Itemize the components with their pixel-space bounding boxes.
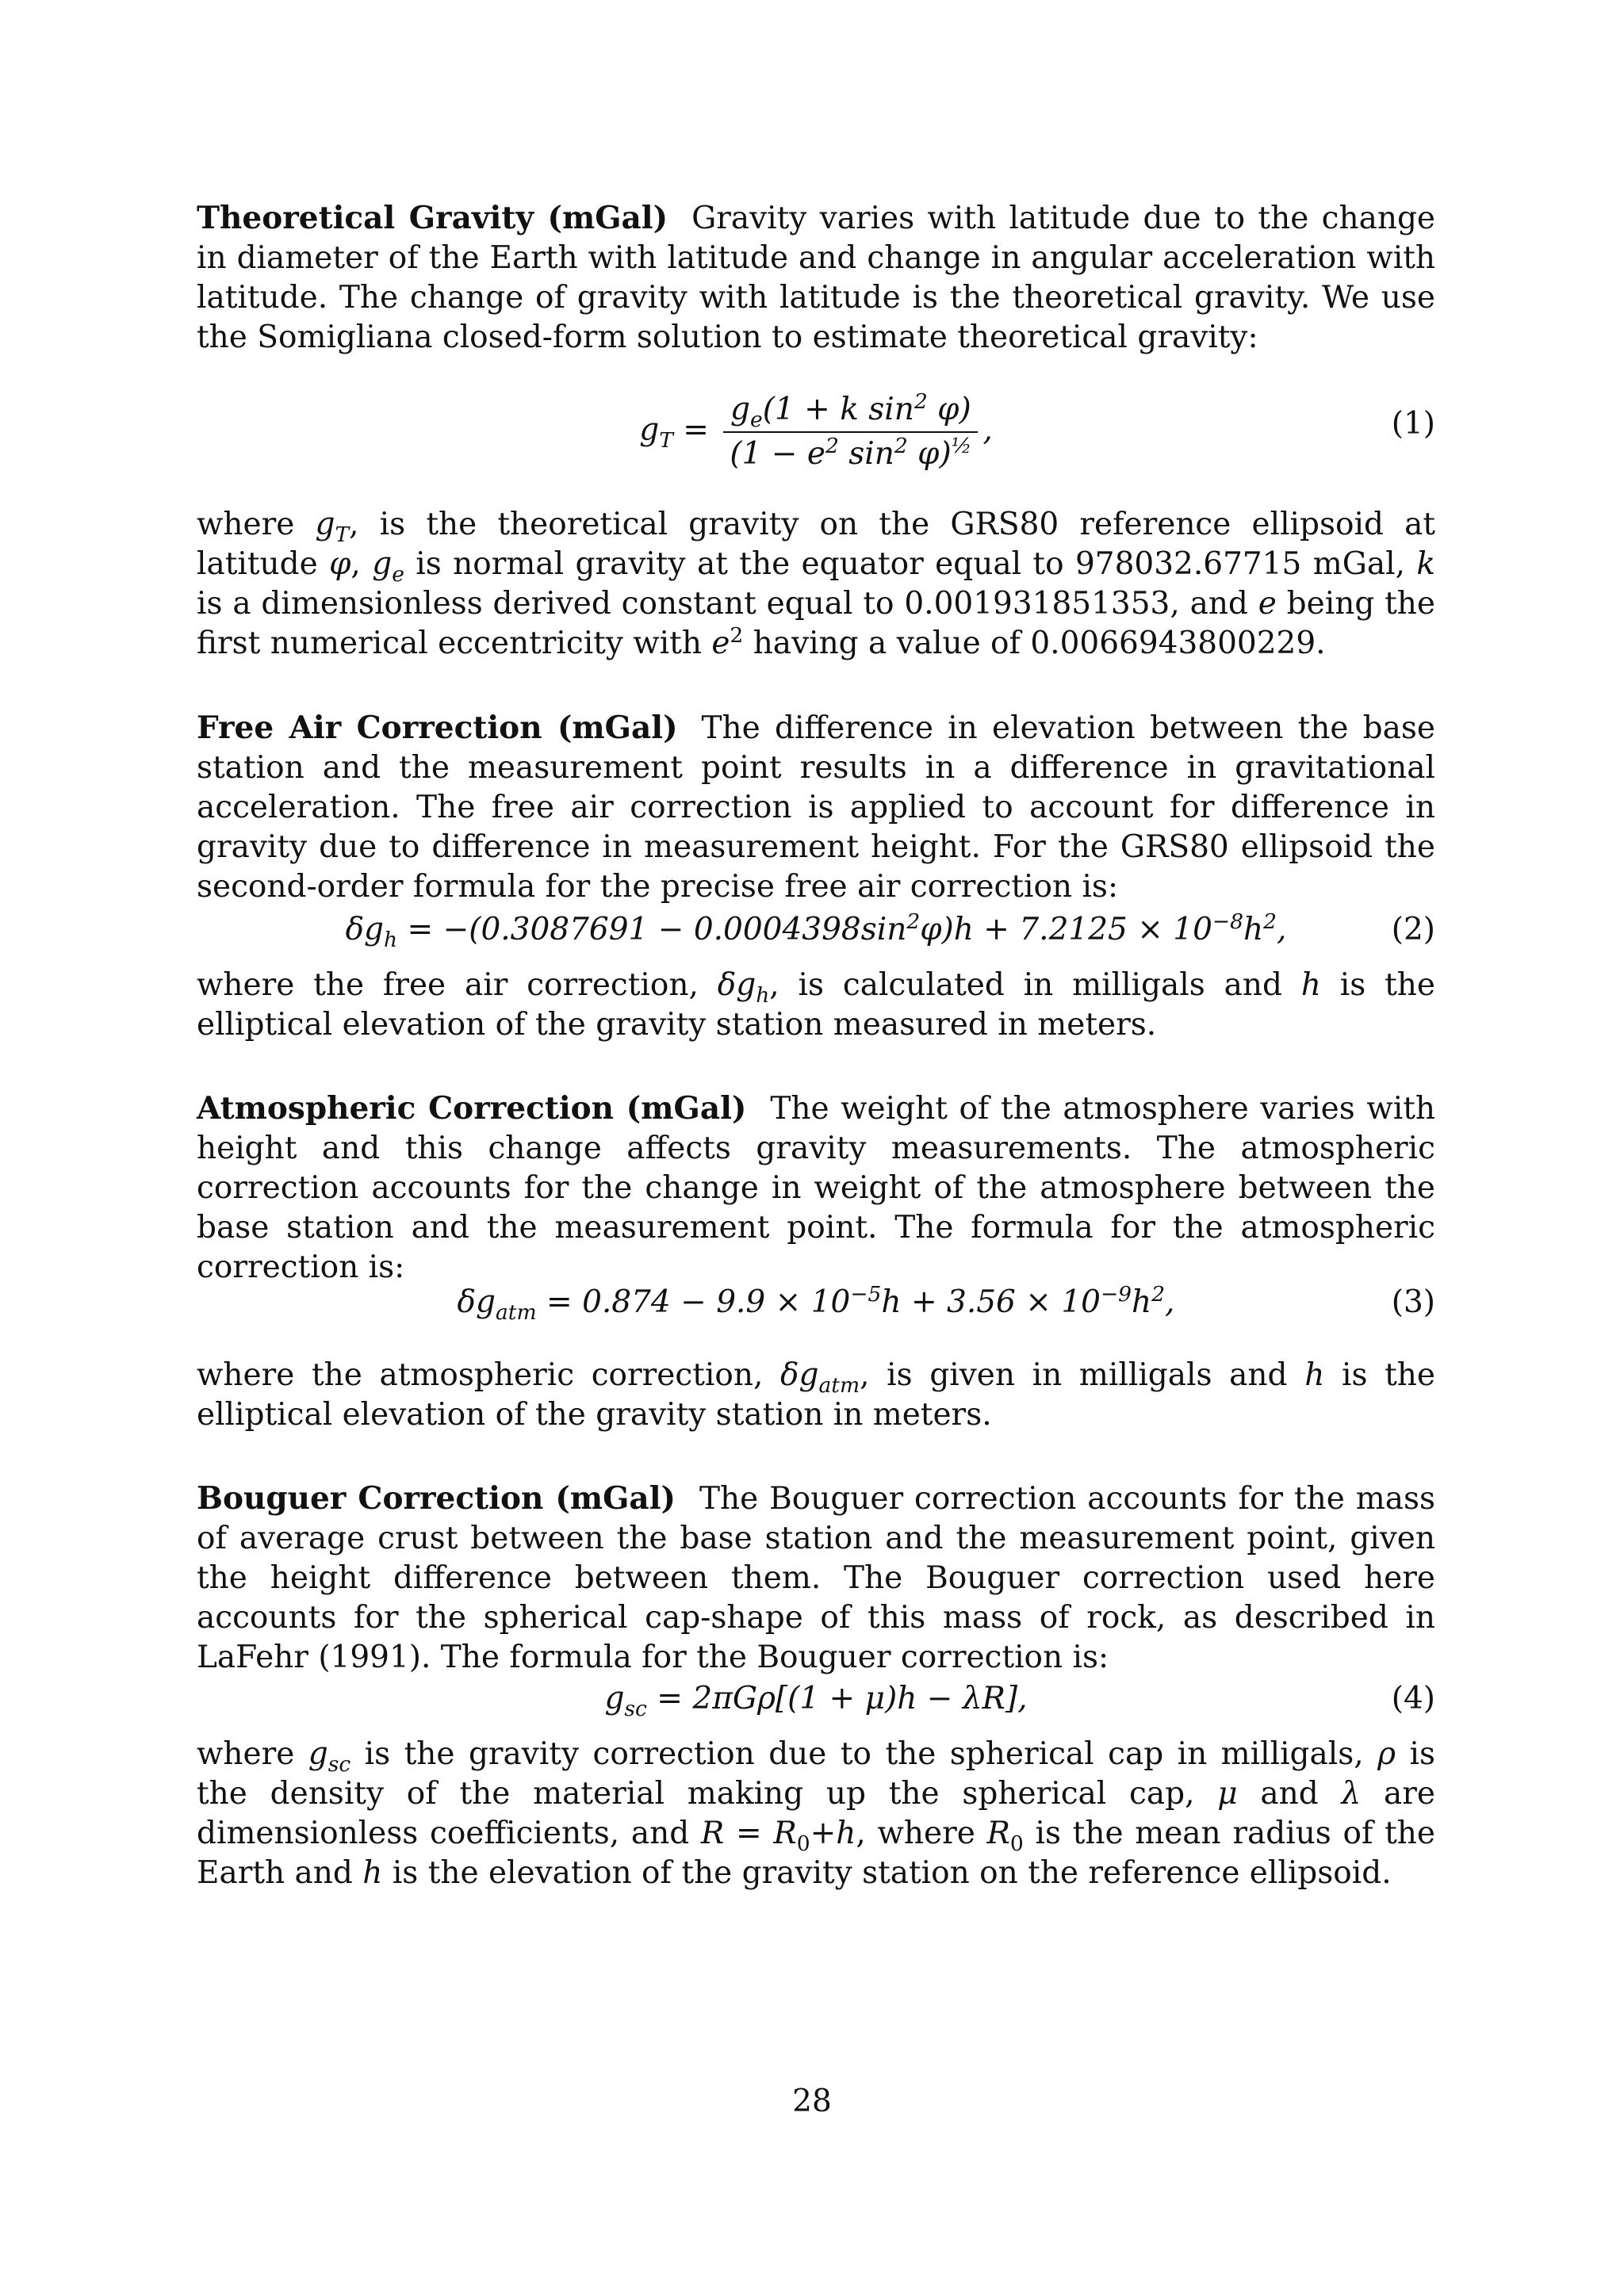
- equation-3-number: (3): [1391, 1284, 1435, 1320]
- bouguer-after-6: , where: [856, 1816, 987, 1851]
- theoretical-after-6: having a value of 0.0066943800229.: [743, 626, 1326, 661]
- equation-1-fraction: $\frac{g_e(1 + k \sin^2 \varphi)}{(1 - e^2 \sin^2 \varphi)^{\frac{1}{2}}}$: [723, 390, 978, 474]
- theoretical-after-3: is normal gravity at the equator equal to 978032.67715 mGal,: [404, 546, 1417, 582]
- theoretical-after-4: is a dimensionless derived constant equal to 0.001931851353, and: [197, 586, 1258, 622]
- atm-after-3: is the elliptical elevation of the gravity station in meters.: [197, 1357, 1436, 1433]
- freeair-after-1: where the free air correction,: [197, 967, 718, 1003]
- theoretical-after-2: , is the theoretical gravity on the GRS80 reference ellipsoid at latitude: [197, 507, 1435, 582]
- equation-3: $\delta g_{atm} = 0.874 - 9.9 \times 10^{-5}h + 3.56 \times 10^{-9}h^2$, (3): [457, 1282, 1435, 1325]
- freeair-after-2: , is calculated in milligals and: [769, 967, 1301, 1003]
- equation-4: $g_{sc} = 2\pi G\rho[(1 + \mu)h - \lambda R]$, (4): [604, 1681, 1435, 1721]
- bouguer-after-1: where: [197, 1736, 308, 1772]
- atmospheric-paragraph: [197, 1089, 1435, 1288]
- theoretical-gravity-paragraph: [197, 198, 1435, 358]
- bouguer-explanation: where $g_{sc}$ is the gravity correction due to the spherical cap in milligals, ρ is the density of the material making up the spherical cap, μ and λ are dimensionless coefficients, and $R = R_0+h$, where $R_0$ is the mean radius of the Earth and h is the elevation of the gravity station on the reference ellipsoid.: [197, 1736, 1436, 1891]
- equation-1-number: (1): [1391, 406, 1435, 442]
- theoretical-gravity-explanation: where $g_T$, is the theoretical gravity on the GRS80 reference ellipsoid at latitude φ, $g_e$ is normal gravity at the equator equal to 978032.67715 mGal, k is a dimensionless derived constant equal to 0.001931851353, and e being the first numerical eccentricity with $e^2$ having a value of 0.0066943800229.: [197, 507, 1436, 661]
- bouguer-after-2: is the gravity correction due to the spherical cap in milligals,: [350, 1736, 1378, 1772]
- freeair-after-3: is the elliptical elevation of the gravity station measured in meters.: [197, 967, 1435, 1043]
- equation-2-number: (2): [1391, 912, 1435, 947]
- atmospheric-heading: Atmospheric Correction (mGal): [197, 1090, 747, 1127]
- page-number: 28: [792, 2084, 832, 2119]
- free-air-heading: Free Air Correction (mGal): [197, 710, 678, 746]
- equation-2: $\delta g_h = -(0.3087691 - 0.0004398\sin^2\varphi)h + 7.2125 \times 10^{-8}h^2$, (2): [345, 909, 1435, 952]
- bouguer-after-3: is the density of the material making up the spherical cap,: [197, 1736, 1435, 1812]
- atm-after-1: where the atmospheric correction,: [197, 1357, 781, 1393]
- theoretical-after-5: being the first numerical eccentricity with: [197, 586, 1435, 661]
- bouguer-text: The Bouguer correction accounts for the mass of average crust between the base station and the measurement point, given the height difference between them. The Bouguer correction used here accounts for the spherical cap-shape of this mass of rock, as described in LaFehr (1991). The formula for the Bouguer correction is:: [197, 1481, 1435, 1675]
- equation-1: $g_T$ = $\frac{g_e(1 + k \sin^2 \varphi)}{(1 - e^2 \sin^2 \varphi)^{\frac{1}{2}}}$ , (1): [197, 404, 1435, 452]
- bouguer-paragraph: [197, 1479, 1435, 1678]
- bouguer-after-7: is the mean radius of the Earth and: [197, 1816, 1436, 1891]
- atmospheric-text: The weight of the atmosphere varies with height and this change affects gravity measurements. The atmospheric correction accounts for the change in weight of the atmosphere between the base station and the measurement point. The formula for the atmospheric correction is:: [197, 1091, 1435, 1285]
- theoretical-gravity-text: Gravity varies with latitude due to the change in diameter of the Earth with latitude and change in angular acceleration with latitude. The change of gravity with latitude is the theoretical gravity. We use the Somigliana closed-form solution to estimate theoretical gravity:: [197, 201, 1435, 355]
- bouguer-after-5: are dimensionless coefficients, and: [197, 1776, 1435, 1851]
- theoretical-after-1: where: [197, 507, 316, 542]
- bouguer-after-8: is the elevation of the gravity station on the reference ellipsoid.: [382, 1855, 1392, 1891]
- free-air-explanation: where the free air correction, $\delta g_h$, is calculated in milligals and h is the elliptical elevation of the gravity station measured in meters.: [197, 967, 1435, 1043]
- theoretical-gravity-heading: Theoretical Gravity (mGal): [197, 200, 668, 236]
- bouguer-after-4: and: [1237, 1776, 1342, 1812]
- equation-4-number: (4): [1391, 1681, 1435, 1716]
- free-air-text: The difference in elevation between the base station and the measurement point results in a difference in gravitational acceleration. The free air correction is applied to account for difference in gravity due to difference in measurement height. For the GRS80 ellipsoid the second-order formula for the precise free air correction is:: [197, 710, 1435, 905]
- bouguer-heading: Bouguer Correction (mGal): [197, 1480, 676, 1517]
- atmospheric-explanation: where the atmospheric correction, $\delta g_{atm}$, is given in milligals and h is the elliptical elevation of the gravity station in meters.: [197, 1357, 1436, 1433]
- atm-after-2: , is given in milligals and: [860, 1357, 1305, 1393]
- free-air-paragraph: [197, 708, 1435, 907]
